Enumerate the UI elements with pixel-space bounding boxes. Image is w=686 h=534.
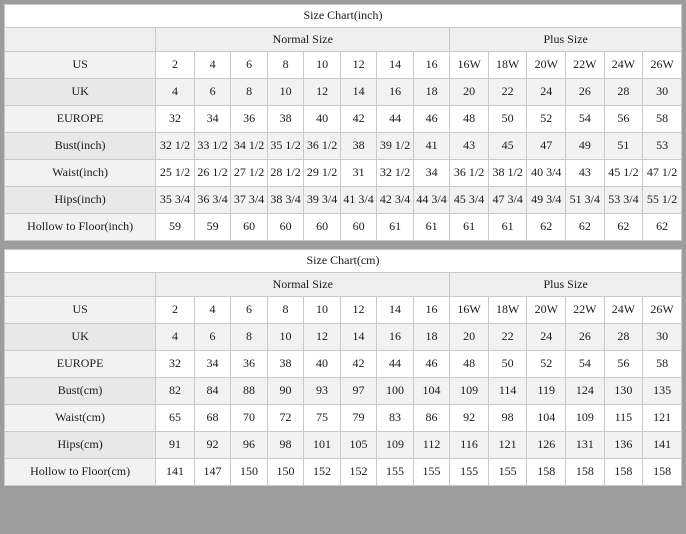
- group-row-blank-cell: [5, 28, 156, 52]
- cell: 24W: [604, 52, 643, 79]
- cell: 115: [604, 405, 643, 432]
- cell: 61: [413, 214, 450, 241]
- table-row: [5, 79, 682, 106]
- cell: 51: [604, 133, 643, 160]
- table-row: [5, 459, 682, 486]
- cell: 136: [604, 432, 643, 459]
- cell: 20: [450, 324, 489, 351]
- page-title: Size Chart(cm): [5, 250, 682, 273]
- cell: 16W: [450, 297, 489, 324]
- cell: 30: [643, 324, 682, 351]
- cell: 158: [527, 459, 566, 486]
- cell: 92: [450, 405, 489, 432]
- table-row: [5, 52, 682, 79]
- cell: 22: [488, 79, 527, 106]
- cell: 6: [231, 52, 268, 79]
- cell: 20: [450, 79, 489, 106]
- cell: 41 3/4: [340, 187, 377, 214]
- size-chart-inch: [4, 4, 682, 241]
- cell: 105: [340, 432, 377, 459]
- cell: 2: [156, 297, 195, 324]
- cell: 16: [377, 324, 414, 351]
- cell: 41: [413, 133, 450, 160]
- cell: 62: [604, 214, 643, 241]
- cell: 37 3/4: [231, 187, 268, 214]
- row-label: EUROPE: [5, 351, 156, 378]
- cell: 12: [304, 79, 341, 106]
- cell: 34: [194, 351, 231, 378]
- cell: 25 1/2: [156, 160, 195, 187]
- cell: 46: [413, 351, 450, 378]
- cell: 56: [604, 106, 643, 133]
- cell: 38 1/2: [488, 160, 527, 187]
- cell: 158: [604, 459, 643, 486]
- cell: 121: [488, 432, 527, 459]
- cell: 40: [304, 106, 341, 133]
- cell: 27 1/2: [231, 160, 268, 187]
- row-label: Hollow to Floor(cm): [5, 459, 156, 486]
- chart-title-row: [5, 250, 682, 273]
- row-label: US: [5, 297, 156, 324]
- cell: 60: [267, 214, 304, 241]
- cell: 155: [377, 459, 414, 486]
- cell: 131: [566, 432, 605, 459]
- cell: 92: [194, 432, 231, 459]
- cell: 40: [304, 351, 341, 378]
- cell: 32: [156, 106, 195, 133]
- cell: 18W: [488, 52, 527, 79]
- cell: 101: [304, 432, 341, 459]
- cell: 126: [527, 432, 566, 459]
- cell: 152: [304, 459, 341, 486]
- cell: 10: [304, 297, 341, 324]
- cell: 38: [267, 351, 304, 378]
- cell: 58: [643, 106, 682, 133]
- cell: 8: [231, 324, 268, 351]
- cell: 12: [340, 297, 377, 324]
- cell: 56: [604, 351, 643, 378]
- cell: 12: [304, 324, 341, 351]
- cell: 6: [231, 297, 268, 324]
- cell: 44: [377, 351, 414, 378]
- cell: 119: [527, 378, 566, 405]
- row-label: Hips(inch): [5, 187, 156, 214]
- cell: 26W: [643, 52, 682, 79]
- cell: 109: [566, 405, 605, 432]
- cell: 35 1/2: [267, 133, 304, 160]
- cell: 60: [231, 214, 268, 241]
- cell: 68: [194, 405, 231, 432]
- cell: 36 1/2: [304, 133, 341, 160]
- size-chart-inch-table: [4, 4, 682, 241]
- cell: 53 3/4: [604, 187, 643, 214]
- cell: 28 1/2: [267, 160, 304, 187]
- cell: 59: [194, 214, 231, 241]
- row-label: UK: [5, 324, 156, 351]
- cell: 60: [340, 214, 377, 241]
- cell: 20W: [527, 52, 566, 79]
- cell: 93: [304, 378, 341, 405]
- cell: 22W: [566, 297, 605, 324]
- cell: 62: [566, 214, 605, 241]
- cell: 50: [488, 106, 527, 133]
- cell: 26: [566, 324, 605, 351]
- cell: 24: [527, 79, 566, 106]
- row-label: US: [5, 52, 156, 79]
- cell: 38 3/4: [267, 187, 304, 214]
- cell: 38: [340, 133, 377, 160]
- cell: 147: [194, 459, 231, 486]
- cell: 61: [450, 214, 489, 241]
- cell: 150: [231, 459, 268, 486]
- cell: 16: [413, 52, 450, 79]
- cell: 59: [156, 214, 195, 241]
- cell: 141: [156, 459, 195, 486]
- row-label: UK: [5, 79, 156, 106]
- cell: 97: [340, 378, 377, 405]
- cell: 22W: [566, 52, 605, 79]
- cell: 158: [643, 459, 682, 486]
- cell: 10: [267, 324, 304, 351]
- cell: 16: [413, 297, 450, 324]
- cell: 50: [488, 351, 527, 378]
- cell: 36: [231, 106, 268, 133]
- cell: 10: [304, 52, 341, 79]
- cell: 45: [488, 133, 527, 160]
- cell: 34: [194, 106, 231, 133]
- cell: 121: [643, 405, 682, 432]
- cell: 155: [488, 459, 527, 486]
- cell: 91: [156, 432, 195, 459]
- cell: 12: [340, 52, 377, 79]
- cell: 33 1/2: [194, 133, 231, 160]
- cell: 135: [643, 378, 682, 405]
- row-label: Waist(cm): [5, 405, 156, 432]
- cell: 52: [527, 351, 566, 378]
- size-chart-cm-table: [4, 249, 682, 486]
- cell: 39 1/2: [377, 133, 414, 160]
- cell: 98: [488, 405, 527, 432]
- row-label: EUROPE: [5, 106, 156, 133]
- cell: 60: [304, 214, 341, 241]
- cell: 75: [304, 405, 341, 432]
- cell: 42 3/4: [377, 187, 414, 214]
- cell: 4: [156, 79, 195, 106]
- cell: 28: [604, 79, 643, 106]
- group-row-blank-cell: [5, 273, 156, 297]
- cell: 47: [527, 133, 566, 160]
- cell: 44 3/4: [413, 187, 450, 214]
- chart-group-row: [5, 28, 682, 52]
- cell: 18W: [488, 297, 527, 324]
- cell: 2: [156, 52, 195, 79]
- cell: 155: [413, 459, 450, 486]
- cell: 65: [156, 405, 195, 432]
- cell: 6: [194, 79, 231, 106]
- cell: 40 3/4: [527, 160, 566, 187]
- cell: 61: [488, 214, 527, 241]
- cell: 55 1/2: [643, 187, 682, 214]
- cell: 49 3/4: [527, 187, 566, 214]
- cell: 32 1/2: [156, 133, 195, 160]
- table-row: [5, 106, 682, 133]
- cell: 28: [604, 324, 643, 351]
- size-chart-cm: [4, 249, 682, 486]
- cell: 49: [566, 133, 605, 160]
- table-row: [5, 432, 682, 459]
- table-row: [5, 214, 682, 241]
- cell: 8: [231, 79, 268, 106]
- cell: 4: [156, 324, 195, 351]
- cell: 45 3/4: [450, 187, 489, 214]
- cell: 90: [267, 378, 304, 405]
- table-row: [5, 133, 682, 160]
- cell: 43: [566, 160, 605, 187]
- cell: 51 3/4: [566, 187, 605, 214]
- cell: 54: [566, 106, 605, 133]
- table-row: [5, 160, 682, 187]
- cell: 116: [450, 432, 489, 459]
- cell: 86: [413, 405, 450, 432]
- cell: 22: [488, 324, 527, 351]
- cell: 34 1/2: [231, 133, 268, 160]
- table-row: [5, 405, 682, 432]
- cell: 32: [156, 351, 195, 378]
- cell: 20W: [527, 297, 566, 324]
- cell: 34: [413, 160, 450, 187]
- cell: 62: [643, 214, 682, 241]
- cell: 31: [340, 160, 377, 187]
- cell: 36 3/4: [194, 187, 231, 214]
- cell: 42: [340, 106, 377, 133]
- cell: 39 3/4: [304, 187, 341, 214]
- cell: 30: [643, 79, 682, 106]
- cell: 42: [340, 351, 377, 378]
- cell: 36: [231, 351, 268, 378]
- cell: 88: [231, 378, 268, 405]
- cell: 10: [267, 79, 304, 106]
- page-title: Size Chart(inch): [5, 5, 682, 28]
- cell: 52: [527, 106, 566, 133]
- group-header-normal: Normal Size: [156, 28, 450, 52]
- cell: 96: [231, 432, 268, 459]
- table-row: [5, 324, 682, 351]
- cell: 124: [566, 378, 605, 405]
- group-header-normal: Normal Size: [156, 273, 450, 297]
- cell: 29 1/2: [304, 160, 341, 187]
- cell: 16W: [450, 52, 489, 79]
- cell: 109: [377, 432, 414, 459]
- cell: 150: [267, 459, 304, 486]
- cell: 18: [413, 79, 450, 106]
- cell: 36 1/2: [450, 160, 489, 187]
- cell: 38: [267, 106, 304, 133]
- cell: 16: [377, 79, 414, 106]
- cell: 98: [267, 432, 304, 459]
- cell: 104: [413, 378, 450, 405]
- cell: 54: [566, 351, 605, 378]
- row-label: Bust(inch): [5, 133, 156, 160]
- cell: 8: [267, 297, 304, 324]
- cell: 48: [450, 351, 489, 378]
- cell: 83: [377, 405, 414, 432]
- cell: 26: [566, 79, 605, 106]
- group-header-plus: Plus Size: [450, 273, 682, 297]
- cell: 84: [194, 378, 231, 405]
- cell: 45 1/2: [604, 160, 643, 187]
- cell: 79: [340, 405, 377, 432]
- cell: 4: [194, 52, 231, 79]
- cell: 155: [450, 459, 489, 486]
- cell: 44: [377, 106, 414, 133]
- cell: 18: [413, 324, 450, 351]
- cell: 35 3/4: [156, 187, 195, 214]
- cell: 32 1/2: [377, 160, 414, 187]
- cell: 14: [377, 297, 414, 324]
- row-label: Hips(cm): [5, 432, 156, 459]
- cell: 109: [450, 378, 489, 405]
- cell: 130: [604, 378, 643, 405]
- cell: 26W: [643, 297, 682, 324]
- cell: 114: [488, 378, 527, 405]
- cell: 14: [377, 52, 414, 79]
- cell: 58: [643, 351, 682, 378]
- row-label: Waist(inch): [5, 160, 156, 187]
- chart-title-row: [5, 5, 682, 28]
- cell: 4: [194, 297, 231, 324]
- row-label: Hollow to Floor(inch): [5, 214, 156, 241]
- cell: 70: [231, 405, 268, 432]
- cell: 158: [566, 459, 605, 486]
- cell: 152: [340, 459, 377, 486]
- cell: 26 1/2: [194, 160, 231, 187]
- cell: 24: [527, 324, 566, 351]
- cell: 141: [643, 432, 682, 459]
- table-row: [5, 378, 682, 405]
- cell: 82: [156, 378, 195, 405]
- cell: 6: [194, 324, 231, 351]
- table-row: [5, 351, 682, 378]
- group-header-plus: Plus Size: [450, 28, 682, 52]
- cell: 61: [377, 214, 414, 241]
- cell: 62: [527, 214, 566, 241]
- cell: 8: [267, 52, 304, 79]
- table-row: [5, 297, 682, 324]
- cell: 48: [450, 106, 489, 133]
- row-label: Bust(cm): [5, 378, 156, 405]
- cell: 112: [413, 432, 450, 459]
- cell: 100: [377, 378, 414, 405]
- cell: 53: [643, 133, 682, 160]
- cell: 24W: [604, 297, 643, 324]
- table-row: [5, 187, 682, 214]
- cell: 72: [267, 405, 304, 432]
- cell: 14: [340, 79, 377, 106]
- cell: 43: [450, 133, 489, 160]
- cell: 47 3/4: [488, 187, 527, 214]
- cell: 104: [527, 405, 566, 432]
- cell: 46: [413, 106, 450, 133]
- cell: 47 1/2: [643, 160, 682, 187]
- cell: 14: [340, 324, 377, 351]
- chart-group-row: [5, 273, 682, 297]
